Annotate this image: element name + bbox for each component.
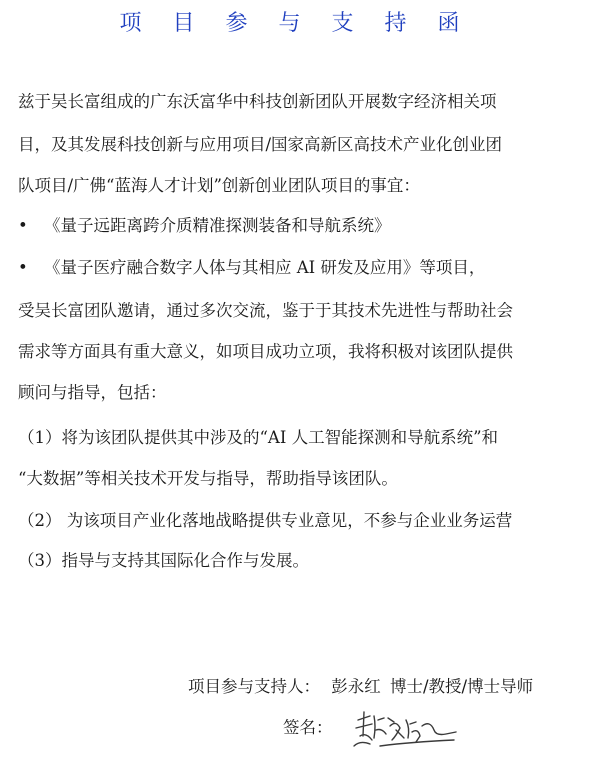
bullet-item-1	[18, 214, 391, 238]
body-line-1: 受吴长富团队邀请，通过多次交流，鉴于于其技术先进性与帮助社会	[18, 301, 513, 320]
body-line-3: 顾问与指导，包括：	[18, 383, 167, 402]
handwritten-signature	[350, 706, 460, 756]
bullet-item-2	[18, 256, 485, 280]
intro-line-2: 目，及其发展科技创新与应用项目/国家高新区高技术产业化创业团	[18, 135, 503, 154]
bullet-dot: •	[18, 216, 28, 235]
supporter-line	[188, 675, 533, 699]
item-line-3: （2） 为该项目产业化落地战略提供专业意见，不参与企业业务运营	[18, 511, 513, 530]
supporter-label: 项目参与支持人：	[188, 677, 320, 696]
letter-title: 项 目 参 与 支 持 函	[119, 11, 472, 36]
bullet-dot: •	[18, 258, 28, 277]
item-line-2: “大数据”等相关技术开发与指导，帮助指导该团队。	[18, 469, 398, 488]
bullet-text: 《量子医疗融合数字人体与其相应 AI 研发及应用》等项目，	[44, 258, 486, 277]
supporter-titles: 博士/教授/博士导师	[390, 677, 534, 696]
item-line-4: （3）指导与支持其国际化合作与发展。	[18, 551, 309, 570]
signature-label: 签名：	[283, 718, 333, 737]
body-line-2: 需求等方面具有重大意义，如项目成功立项，我将积极对该团队提供	[18, 342, 513, 361]
intro-line-1: 兹于吴长富组成的广东沃富华中科技创新团队开展数字经济相关项	[18, 92, 497, 111]
intro-line-3: 队项目/广佛“蓝海人才计划”创新创业团队项目的事宜：	[18, 176, 420, 195]
item-line-1: （1）将为该团队提供其中涉及的“AI 人工智能探测和导航系统”和	[18, 428, 499, 447]
bullet-text: 《量子远距离跨介质精准探测装备和导航系统》	[44, 216, 391, 235]
supporter-name: 彭永红	[331, 677, 381, 696]
